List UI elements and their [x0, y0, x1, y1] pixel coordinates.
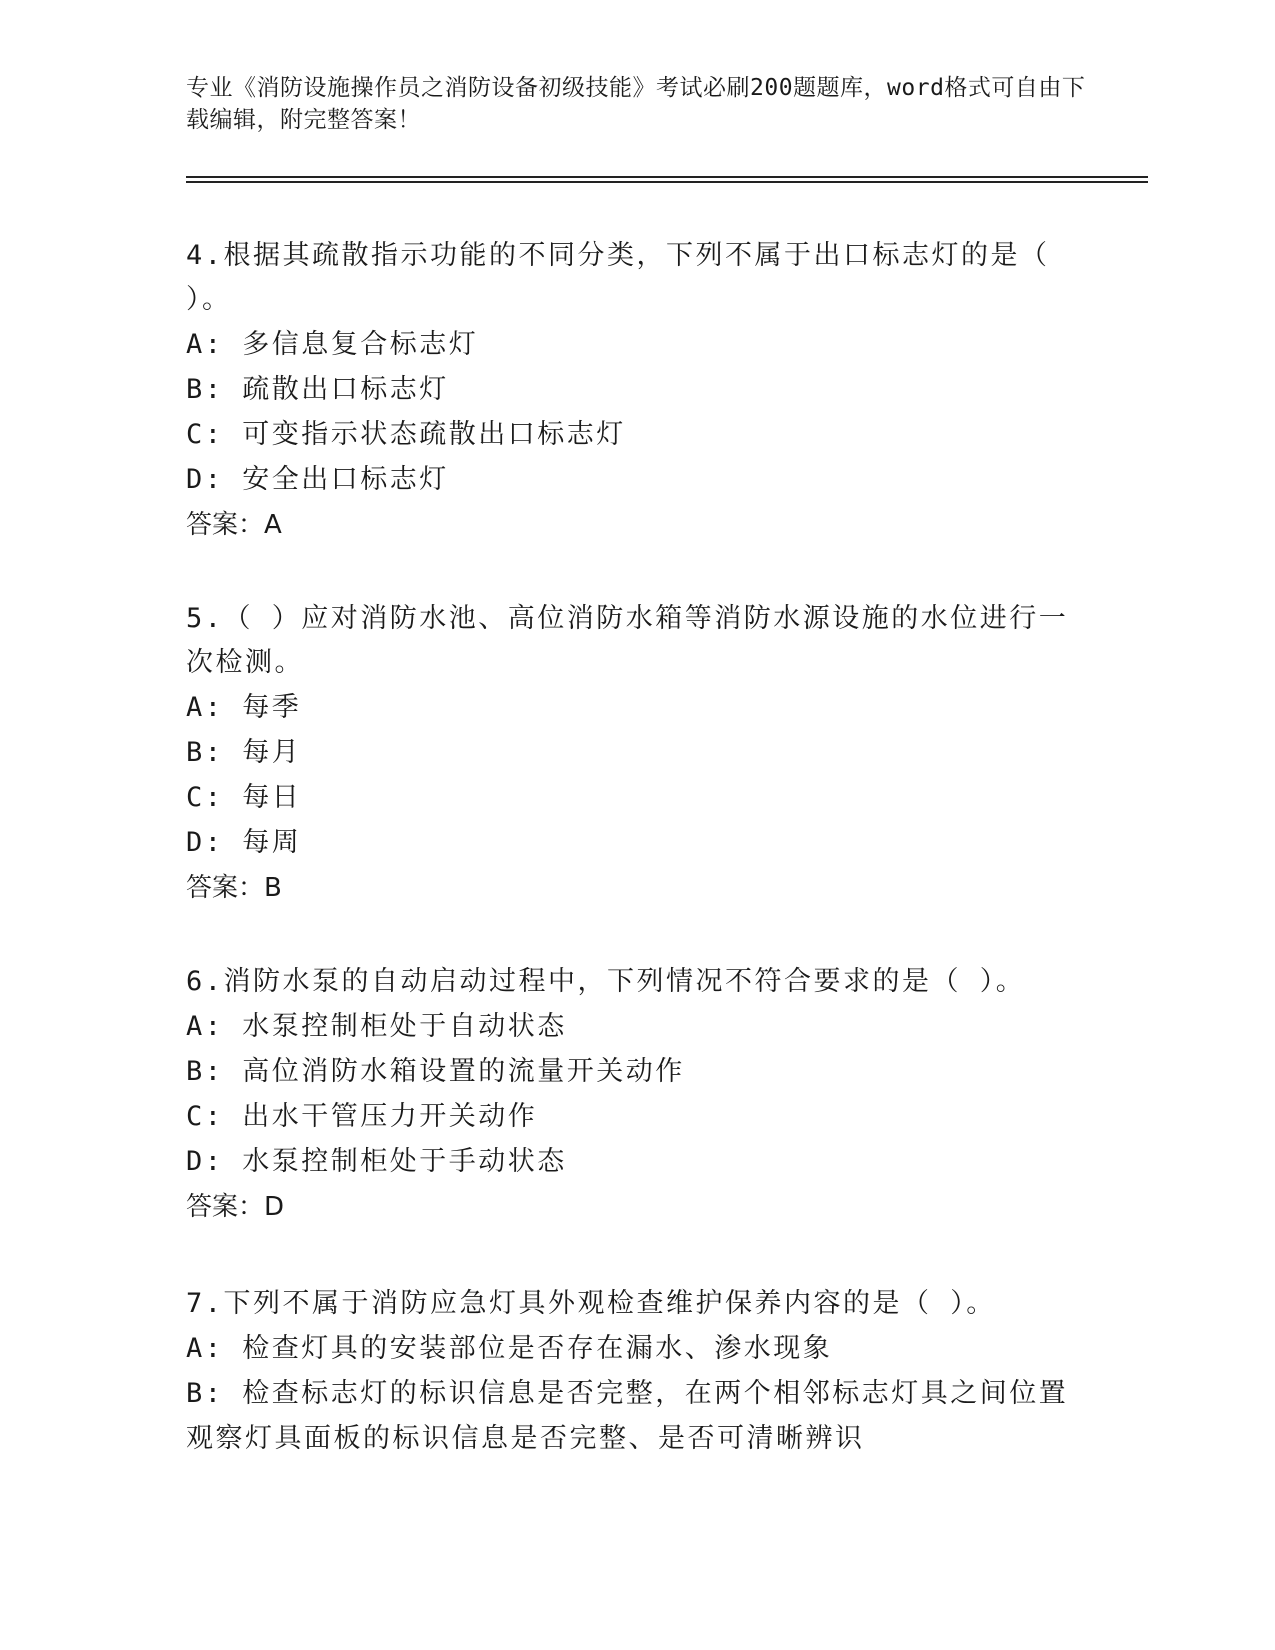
question-4: [186, 234, 1086, 548]
header-divider-top: [186, 176, 1148, 178]
question-7: [186, 1282, 1086, 1461]
option-a: A: 每季: [186, 692, 302, 723]
header-divider-bottom: [186, 181, 1148, 183]
question-stem: 7.下列不属于消防应急灯具外观检查维护保养内容的是（ ）。: [186, 1288, 996, 1319]
answer: 答案：A: [186, 510, 282, 540]
question-stem: 6.消防水泵的自动启动过程中，下列情况不符合要求的是（ ）。: [186, 966, 1026, 997]
question-stem: 4.根据其疏散指示功能的不同分类，下列不属于出口标志灯的是（ ）。: [186, 240, 1050, 315]
option-b: B: 疏散出口标志灯: [186, 374, 449, 405]
option-c: C: 每日: [186, 782, 302, 813]
answer: 答案：D: [186, 1192, 285, 1222]
answer: 答案：B: [186, 873, 282, 903]
question-stem: 5.（ ）应对消防水池、高位消防水箱等消防水源设施的水位进行一次检测。: [186, 603, 1069, 678]
option-b: B: 高位消防水箱设置的流量开关动作: [186, 1056, 685, 1087]
option-b: B: 检查标志灯的标识信息是否完整，在两个相邻标志灯具之间位置观察灯具面板的标识信息是否完整、是否可清晰辨识: [186, 1378, 1069, 1454]
option-d: D: 每周: [186, 827, 302, 858]
option-a: A: 多信息复合标志灯: [186, 329, 479, 360]
question-5: [186, 597, 1086, 911]
option-c: C: 出水干管压力开关动作: [186, 1101, 538, 1132]
option-a: A: 水泵控制柜处于自动状态: [186, 1011, 567, 1042]
option-d: D: 水泵控制柜处于手动状态: [186, 1146, 567, 1177]
document-header: 专业《消防设施操作员之消防设备初级技能》考试必刷200题题库，word格式可自由下载编辑，附完整答案！: [186, 75, 1086, 133]
option-c: C: 可变指示状态疏散出口标志灯: [186, 419, 626, 450]
option-d: D: 安全出口标志灯: [186, 464, 449, 495]
option-a: A: 检查灯具的安装部位是否存在漏水、渗水现象: [186, 1333, 833, 1364]
option-b: B: 每月: [186, 737, 302, 768]
question-6: [186, 960, 1086, 1230]
